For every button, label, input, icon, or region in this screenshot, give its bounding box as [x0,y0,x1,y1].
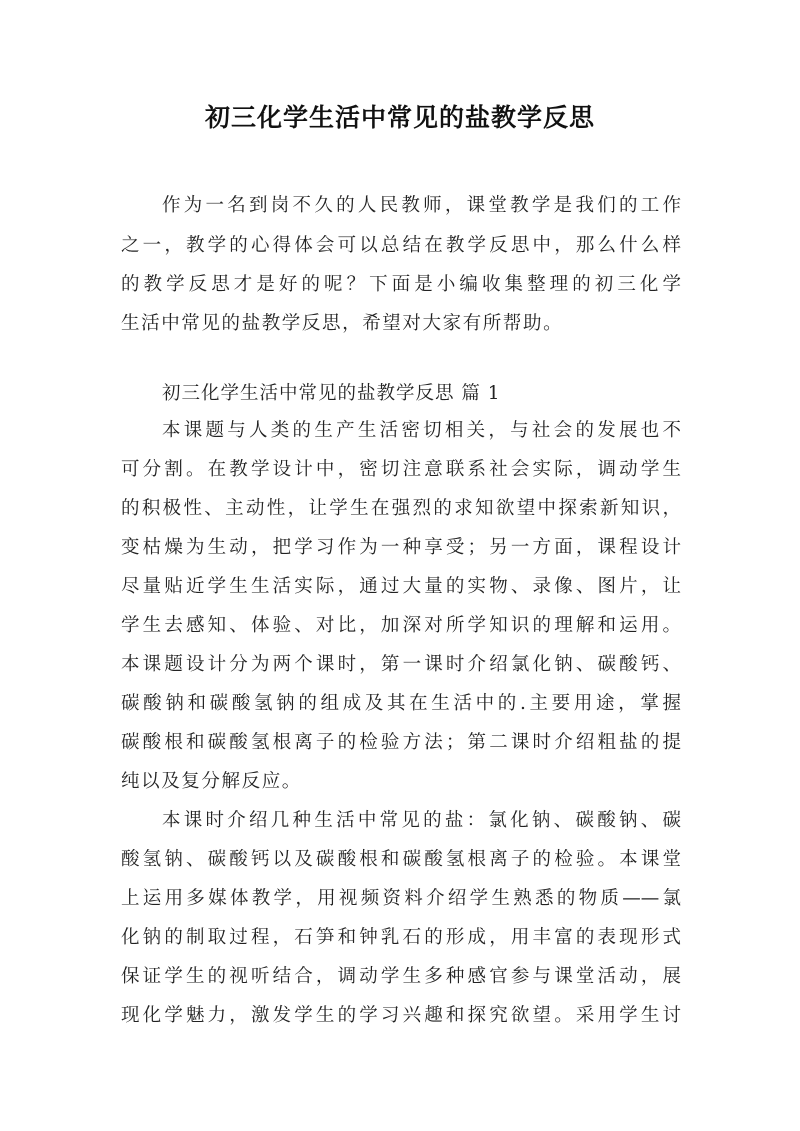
section-heading: 初三化学生活中常见的盐教学反思 篇 1 [162,383,501,404]
intro-line: 之一，教学的心得体会可以总结在教学反思中，那么什么样 [121,235,681,256]
para1-line: 学生去感知、体验、对比，加深对所学知识的理解和运用。 [121,615,681,636]
para1-line: 本课题与人类的生产生活密切相关，与社会的发展也不 [162,420,681,441]
para2-line: 酸氢钠、碳酸钙以及碳酸根和碳酸氢根离子的检验。本课堂 [121,849,681,870]
para2-line: 现化学魅力，激发学生的学习兴趣和探究欲望。采用学生讨 [121,1005,681,1026]
para1-line: 碳酸根和碳酸氢根离子的检验方法；第二课时介绍粗盐的提 [121,732,681,753]
para1-line: 本课题设计分为两个课时，第一课时介绍氯化钠、碳酸钙、 [121,654,681,675]
para1-line: 可分割。在教学设计中，密切注意联系社会实际，调动学生 [121,459,681,480]
intro-line: 的教学反思才是好的呢？下面是小编收集整理的初三化学 [121,274,681,295]
para2-line: 上运用多媒体教学，用视频资料介绍学生熟悉的物质——氯 [121,888,681,909]
para1-line: 变枯燥为生动，把学习作为一种享受；另一方面，课程设计 [121,537,681,558]
document-title: 初三化学生活中常见的盐教学反思 [204,103,595,132]
para2-line: 化钠的制取过程，石笋和钟乳石的形成，用丰富的表现形式 [121,927,681,948]
para1-line: 的积极性、主动性，让学生在强烈的求知欲望中探索新知识， [121,498,681,519]
para1-line: 碳酸钠和碳酸氢钠的组成及其在生活中的.主要用途，掌握 [121,693,681,714]
para2-line: 本课时介绍几种生活中常见的盐：氯化钠、碳酸钠、碳 [162,810,681,831]
intro-line: 作为一名到岗不久的人民教师，课堂教学是我们的工作 [162,195,681,216]
para2-line: 保证学生的视听结合，调动学生多种感官参与课堂活动，展 [121,966,681,987]
intro-line: 生活中常见的盐教学反思，希望对大家有所帮助。 [121,313,564,334]
para1-line: 纯以及复分解反应。 [121,771,302,792]
para1-line: 尽量贴近学生生活实际，通过大量的实物、录像、图片，让 [121,576,681,597]
